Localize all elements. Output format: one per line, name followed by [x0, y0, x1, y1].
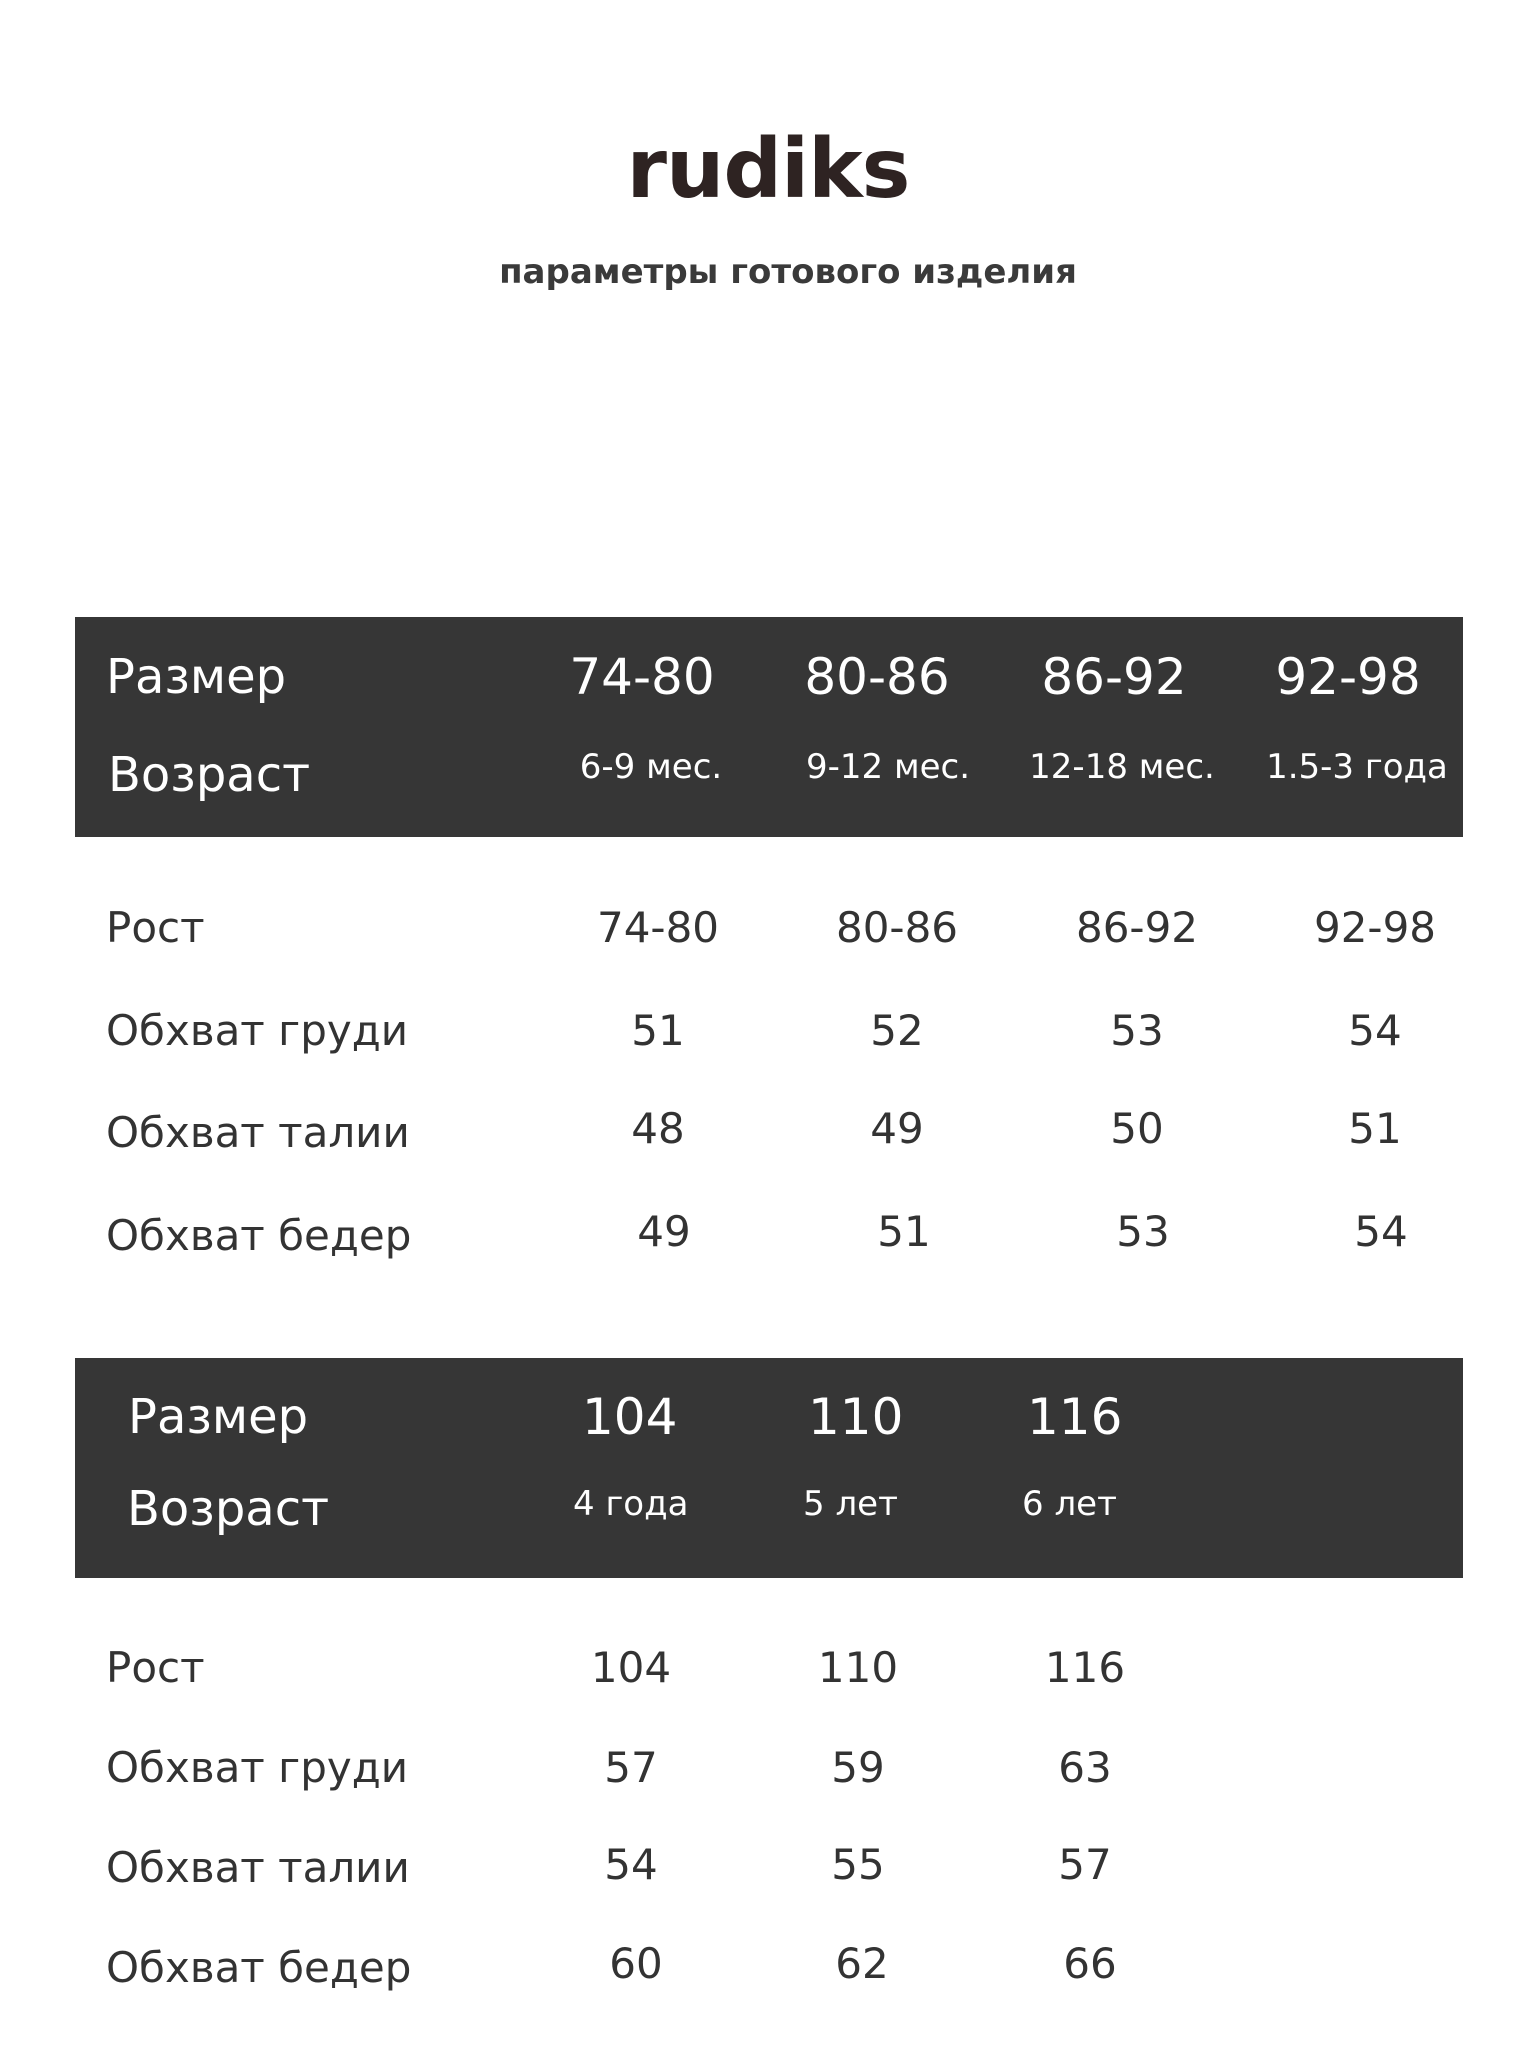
row-value: 54 — [604, 1840, 658, 1889]
row-value: 59 — [831, 1743, 885, 1792]
row-value: 49 — [637, 1207, 691, 1256]
row-value: 80-86 — [835, 903, 959, 952]
brand-logo: rudiks — [626, 122, 910, 217]
table-row — [0, 1638, 1536, 1698]
row-value: 110 — [817, 1643, 899, 1692]
size-value: 92-98 — [1275, 648, 1421, 706]
row-value: 52 — [870, 1006, 924, 1055]
size-label: Размер — [128, 1389, 309, 1445]
row-value: 50 — [1110, 1104, 1164, 1153]
size-header-band-1 — [75, 617, 1463, 837]
size-value: 104 — [582, 1388, 678, 1446]
age-value: 1.5-3 года — [1266, 747, 1448, 787]
row-value: 51 — [631, 1006, 685, 1055]
row-value: 55 — [831, 1840, 885, 1889]
row-label: Обхват груди — [106, 1006, 409, 1055]
size-value: 110 — [808, 1388, 904, 1446]
size-value: 80-86 — [804, 648, 950, 706]
row-value: 57 — [604, 1743, 658, 1792]
row-value: 66 — [1063, 1939, 1117, 1988]
table-row — [0, 1738, 1536, 1798]
age-value: 4 года — [573, 1484, 689, 1524]
row-value: 51 — [877, 1207, 931, 1256]
age-value: 6-9 мес. — [579, 747, 723, 787]
age-value: 6 лет — [1022, 1484, 1117, 1524]
row-label: Обхват талии — [106, 1843, 410, 1892]
row-value: 53 — [1116, 1207, 1170, 1256]
row-value: 53 — [1110, 1006, 1164, 1055]
size-label: Размер — [106, 649, 287, 705]
page-subtitle: параметры готового изделия — [499, 252, 1077, 292]
row-value: 74-80 — [596, 903, 720, 952]
row-label: Обхват талии — [106, 1108, 410, 1157]
row-value: 48 — [631, 1104, 685, 1153]
row-value: 62 — [835, 1939, 889, 1988]
row-value: 63 — [1058, 1743, 1112, 1792]
table-row — [0, 1206, 1536, 1266]
row-value: 49 — [870, 1104, 924, 1153]
row-value: 51 — [1348, 1104, 1402, 1153]
table-row — [0, 1001, 1536, 1061]
row-value: 104 — [590, 1643, 672, 1692]
table-row — [0, 1103, 1536, 1163]
age-label: Возраст — [127, 1481, 330, 1537]
age-value: 12-18 мес. — [1029, 747, 1215, 787]
table-row — [0, 1838, 1536, 1898]
age-value: 9-12 мес. — [805, 747, 971, 787]
row-value: 57 — [1058, 1840, 1112, 1889]
row-label: Рост — [106, 903, 205, 952]
row-value: 54 — [1348, 1006, 1402, 1055]
row-value: 116 — [1044, 1643, 1126, 1692]
row-value: 60 — [609, 1939, 663, 1988]
size-header-band-2 — [75, 1358, 1463, 1578]
row-label: Рост — [106, 1643, 205, 1692]
age-value: 5 лет — [803, 1484, 898, 1524]
size-value: 116 — [1027, 1388, 1123, 1446]
row-value: 92-98 — [1313, 903, 1437, 952]
row-value: 54 — [1354, 1207, 1408, 1256]
row-label: Обхват бедер — [106, 1211, 412, 1260]
table-row — [0, 1938, 1536, 1998]
age-label: Возраст — [108, 747, 311, 803]
size-value: 74-80 — [569, 648, 715, 706]
row-label: Обхват бедер — [106, 1943, 412, 1992]
size-value: 86-92 — [1041, 648, 1187, 706]
row-label: Обхват груди — [106, 1743, 409, 1792]
table-row — [0, 898, 1536, 958]
row-value: 86-92 — [1075, 903, 1199, 952]
